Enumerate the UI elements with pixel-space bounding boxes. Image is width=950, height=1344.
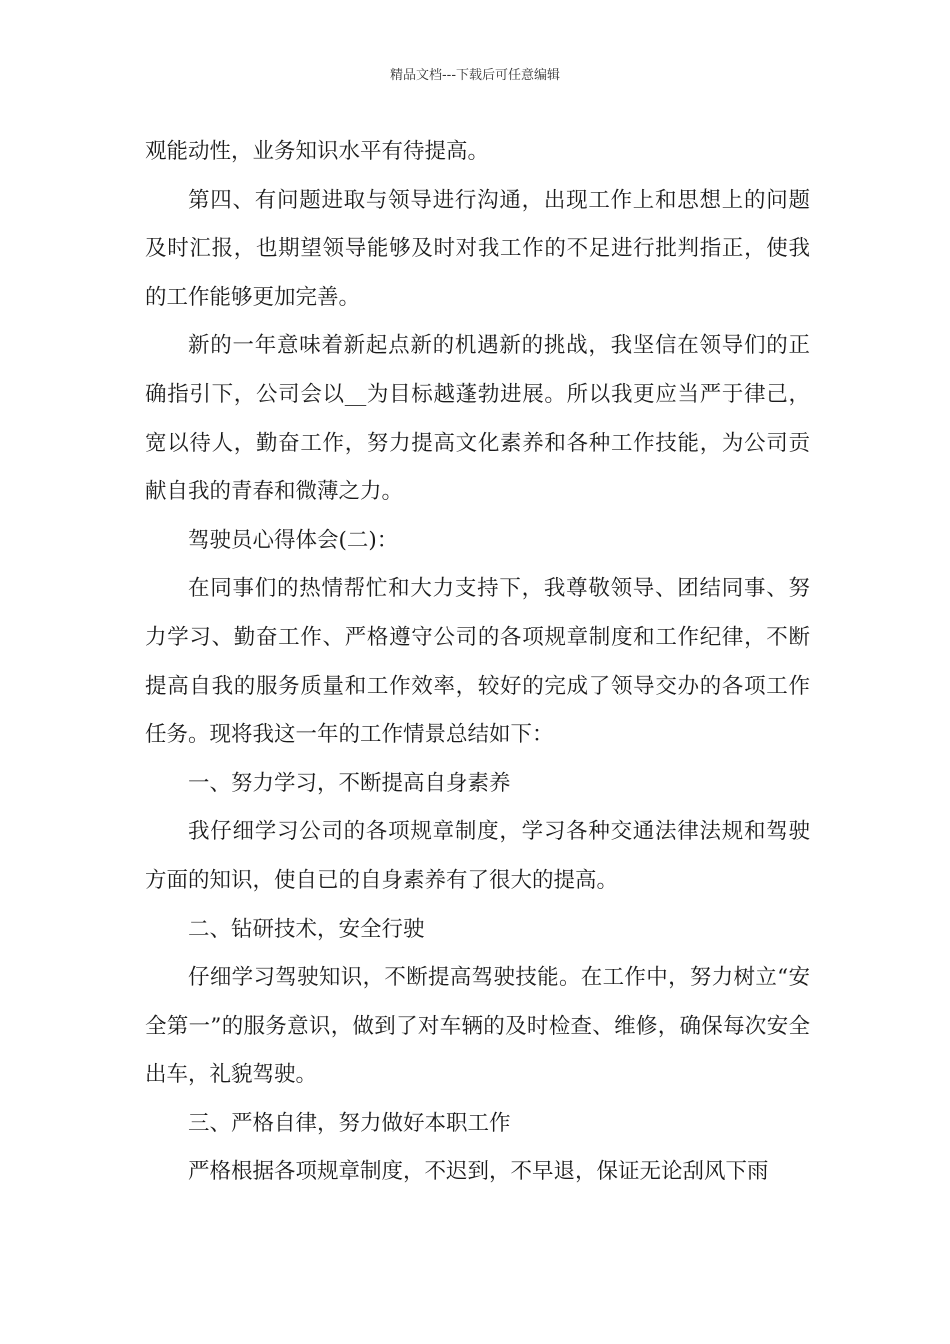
section-heading-driver-reflection: 驾驶员心得体会(二)： — [188, 527, 399, 553]
paragraph-study: 我仔细学习公司的各项规章制度，学习各种交通法律法规和驾驶方面的知识，使自已的自身素养有了很大的提高。 — [145, 819, 810, 893]
paragraph-point-four: 第四、有问题进取与领导进行沟通，出现工作上和思想上的问题及时汇报，也期望领导能够及时对我工作的不足进行批判指正，使我的工作能够更加完善。 — [145, 187, 810, 310]
document-body — [145, 128, 810, 1197]
subheading-discipline: 三、严格自律，努力做好本职工作 — [188, 1110, 511, 1136]
subheading-technique: 二、钻研技术，安全行驶 — [188, 916, 425, 942]
paragraph-technique: 仔细学习驾驶知识，不断提高驾驶技能。在工作中，努力树立“安全第一”的服务意识，做到了对车辆的及时检查、维修，确保每次安全出车，礼貌驾驶。 — [145, 965, 810, 1088]
paragraph-new-year: 新的一年意味着新起点新的机遇新的挑战，我坚信在领导们的正确指引下，公司会以__为目标越蓬勃进展。所以我更应当严于律己，宽以待人，勤奋工作，努力提高文化素养和各种工作技能，为公司贡献自我的青春和微薄之力。 — [145, 333, 810, 505]
paragraph-continuation: 观能动性，业务知识水平有待提高。 — [145, 139, 490, 164]
paragraph-discipline: 严格根据各项规章制度，不迟到，不早退，保证无论刮风下雨 — [188, 1159, 769, 1185]
paragraph-summary-intro: 在同事们的热情帮忙和大力支持下，我尊敬领导、团结同事、努力学习、勤奋工作、严格遵守公司的各项规章制度和工作纪律，不断提高自我的服务质量和工作效率，较好的完成了领导交办的各项工作任务。现将我这一年的工作情景总结如下： — [145, 576, 810, 748]
page-header: 精品文档---下载后可任意编辑 — [389, 68, 561, 83]
subheading-study: 一、努力学习，不断提高自身素养 — [188, 770, 511, 796]
